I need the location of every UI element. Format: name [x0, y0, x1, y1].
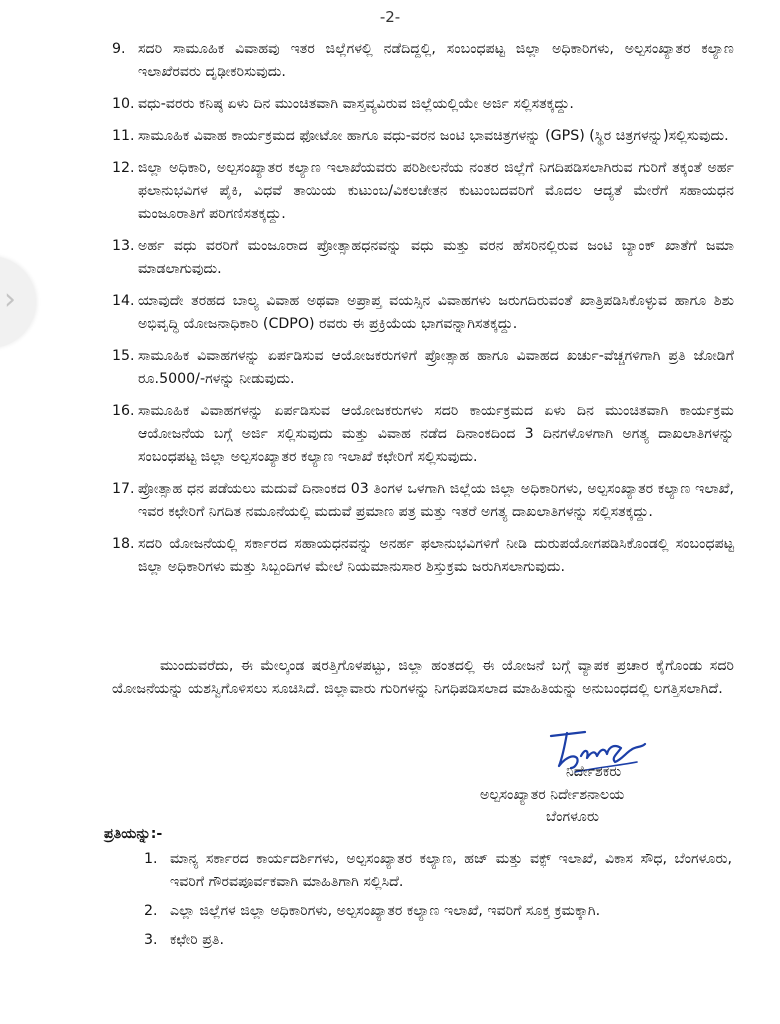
item-text: ಮಾನ್ಯ ಸರ್ಕಾರದ ಕಾರ್ಯದರ್ಶಿಗಳು, ಅಲ್ಪಸಂಖ್ಯಾತರ ಕಲ್ಯಾಣ, ಹಜ್ ಮತ್ತು ವಕ್ಫ್ ಇಲಾಖೆ, ವಿಕಾಸ ಸೌಧ, ಬೆಂಗಳೂರು, ಇವರಿಗೆ ಗೌರವಪೂರ್ವಕವಾಗಿ ಮಾಹಿತಿಗಾಗಿ ಸಲ್ಲಿಸಿದೆ.	[170, 851, 732, 890]
item-number: 1.	[144, 851, 158, 867]
list-item	[144, 848, 732, 894]
list-item	[112, 533, 734, 579]
item-text: ಯಾವುದೇ ತರಹದ ಬಾಲ್ಯ ವಿವಾಹ ಅಥವಾ ಅಪ್ರಾಪ್ತ ವಯಸ್ಸಿನ ವಿವಾಹಗಳು ಜರುಗದಿರುವಂತೆ ಖಾತ್ರಿಪಡಿಸಿಕೊಳ್ಳುವ ಹಾಗೂ ಶಿಶು ಅಭಿವೃದ್ಧಿ ಯೋಜನಾಧಿಕಾರಿ (CDPO) ರವರು ಈ ಪ್ರಕ್ರಿಯೆಯ ಭಾಗವನ್ನಾಗಿಸತಕ್ಕದ್ದು.	[138, 293, 734, 332]
list-item	[112, 125, 734, 148]
list-item	[112, 157, 734, 226]
list-item	[112, 478, 734, 524]
list-item	[112, 93, 734, 116]
list-item	[112, 345, 734, 391]
item-number: 13.	[112, 238, 135, 254]
page-number: -2-	[379, 8, 401, 26]
item-number: 15.	[112, 348, 135, 364]
item-text: ಪ್ರೋತ್ಸಾಹ ಧನ ಪಡೆಯಲು ಮದುವೆ ದಿನಾಂಕದ 03 ತಿಂಗಳ ಒಳಗಾಗಿ ಜಿಲ್ಲೆಯ ಜಿಲ್ಲಾ ಅಧಿಕಾರಿಗಳು, ಅಲ್ಪಸಂಖ್ಯಾತರ ಕಲ್ಯಾಣ ಇಲಾಖೆ, ಇವರ ಕಛೇರಿಗೆ ನಿಗದಿತ ನಮೂನೆಯಲ್ಲಿ ಮದುವೆ ಪ್ರಮಾಣ ಪತ್ರ ಮತ್ತು ಇತರೆ ಅಗತ್ಯ ದಾಖಲಾತಿಗಳನ್ನು ಸಲ್ಲಿಸತಕ್ಕದ್ದು.	[138, 481, 734, 520]
signatory-title: ನಿರ್ದೇಶಕರು	[566, 764, 622, 780]
item-text: ಎಲ್ಲಾ ಜಿಲ್ಲೆಗಳ ಜಿಲ್ಲಾ ಅಧಿಕಾರಿಗಳು, ಅಲ್ಪಸಂಖ್ಯಾತರ ಕಲ್ಯಾಣ ಇಲಾಖೆ, ಇವರಿಗೆ ಸೂಕ್ತ ಕ್ರಮಕ್ಕಾಗಿ.	[170, 903, 601, 919]
item-text: ಸದರಿ ಯೋಜನೆಯಲ್ಲಿ ಸರ್ಕಾರದ ಸಹಾಯಧನವನ್ನು ಅನರ್ಹ ಫಲಾನುಭವಿಗಳಿಗೆ ನೀಡಿ ದುರುಪಯೋಗಪಡಿಸಿಕೊಂಡಲ್ಲಿ ಸಂಬಂಧಪಟ್ಟ ಜಿಲ್ಲಾ ಅಧಿಕಾರಿಗಳು ಮತ್ತು ಸಿಬ್ಬಂದಿಗಳ ಮೇಲೆ ನಿಯಮಾನುಸಾರ ಶಿಸ್ತುಕ್ರಮ ಜರುಗಿಸಲಾಗುವುದು.	[138, 536, 734, 575]
conditions-list	[112, 38, 734, 588]
item-text: ಜಿಲ್ಲಾ ಅಧಿಕಾರಿ, ಅಲ್ಪಸಂಖ್ಯಾತರ ಕಲ್ಯಾಣ ಇಲಾಖೆಯವರು ಪರಿಶೀಲನೆಯ ನಂತರ ಜಿಲ್ಲೆಗೆ ನಿಗದಿಪಡಿಸಲಾಗಿರುವ ಗುರಿಗೆ ತಕ್ಕಂತೆ ಅರ್ಹ ಫಲಾನುಭವಿಗಳ ಪೈಕಿ, ವಿಧವೆ ತಾಯಿಯ ಕುಟುಂಬ/ವಿಕಲಚೇತನ ಕುಟುಂಬದವರಿಗೆ ಮೊದಲ ಆದ್ಯತೆ ಮೇರೆಗೆ ಸಹಾಯಧನ ಮಂಜೂರಾತಿಗೆ ಪರಿಗಣಿಸತಕ್ಕದ್ದು.	[138, 160, 734, 222]
item-text: ಸಾಮೂಹಿಕ ವಿವಾಹ ಕಾರ್ಯಕ್ರಮದ ಫೋಟೋ ಹಾಗೂ ವಧು-ವರನ ಜಂಟಿ ಭಾವಚಿತ್ರಗಳನ್ನು (GPS) (ಸ್ಥಿರ ಚಿತ್ರಗಳನ್ನು)ಸಲ್ಲಿಸುವುದು.	[138, 128, 729, 144]
item-text: ಸದರಿ ಸಾಮೂಹಿಕ ವಿವಾಹವು ಇತರ ಜಿಲ್ಲೆಗಳಲ್ಲಿ ನಡೆದಿದ್ದಲ್ಲಿ, ಸಂಬಂಧಪಟ್ಟ ಜಿಲ್ಲಾ ಅಧಿಕಾರಿಗಳು, ಅಲ್ಪಸಂಖ್ಯಾತರ ಕಲ್ಯಾಣ ಇಲಾಖೆರವರು ದೃಢೀಕರಿಸುವುದು.	[138, 41, 734, 80]
list-item	[144, 929, 732, 952]
item-number: 14.	[112, 293, 135, 309]
item-number: 12.	[112, 160, 135, 176]
signatory-city: ಬೆಂಗಳೂರು	[546, 809, 599, 825]
item-text: ವಧು-ವರರು ಕನಿಷ್ಠ ಏಳು ದಿನ ಮುಂಚಿತವಾಗಿ ವಾಸ್ತವ್ಯವಿರುವ ಜಿಲ್ಲೆಯಲ್ಲಿಯೇ ಅರ್ಜಿ ಸಲ್ಲಿಸತಕ್ಕದ್ದು.	[138, 96, 574, 112]
item-text: ಸಾಮೂಹಿಕ ವಿವಾಹಗಳನ್ನು ಏರ್ಪಡಿಸುವ ಆಯೋಜಕರುಗಳು ಸದರಿ ಕಾರ್ಯಕ್ರಮದ ಏಳು ದಿನ ಮುಂಚಿತವಾಗಿ ಕಾರ್ಯಕ್ರಮ ಆಯೋಜನೆಯ ಬಗ್ಗೆ ಅರ್ಜಿ ಸಲ್ಲಿಸುವುದು ಮತ್ತು ವಿವಾಹ ನಡೆದ ದಿನಾಂಕದಿಂದ 3 ದಿನಗಳೊಳಗಾಗಿ ಅಗತ್ಯ ದಾಖಲಾತಿಗಳನ್ನು ಸಂಬಂಧಪಟ್ಟ ಜಿಲ್ಲಾ ಅಲ್ಪಸಂಖ್ಯಾತರ ಕಲ್ಯಾಣ ಇಲಾಖೆ ಕಛೇರಿಗೆ ಸಲ್ಲಿಸುವುದು.	[138, 403, 734, 465]
item-text: ಕಛೇರಿ ಪ್ರತಿ.	[170, 932, 225, 948]
item-number: 2.	[144, 903, 158, 919]
item-number: 3.	[144, 932, 158, 948]
signatory-office: ಅಲ್ಪಸಂಖ್ಯಾತರ ನಿರ್ದೇಶನಾಲಯ	[480, 787, 625, 803]
item-text: ಅರ್ಹ ವಧು ವರರಿಗೆ ಮಂಜೂರಾದ ಪ್ರೋತ್ಸಾಹಧನವನ್ನು ವಧು ಮತ್ತು ವರನ ಹೆಸರಿನಲ್ಲಿರುವ ಜಂಟಿ ಬ್ಯಾಂಕ್ ಖಾತೆಗೆ ಜಮಾ ಮಾಡಲಾಗುವುದು.	[138, 238, 734, 277]
list-item	[112, 290, 734, 336]
list-item	[112, 38, 734, 84]
copies-heading: ಪ್ರತಿಯನ್ನು:-	[104, 826, 163, 842]
item-number: 18.	[112, 536, 135, 552]
item-number: 16.	[112, 403, 135, 419]
side-nav-arrow[interactable]	[0, 256, 36, 348]
copies-list	[144, 848, 732, 958]
item-number: 10.	[112, 96, 135, 112]
item-number: 11.	[112, 128, 135, 144]
closing-paragraph: ಮುಂದುವರೆದು, ಈ ಮೇಲ್ಕಂಡ ಷರತ್ತಿಗೊಳಪಟ್ಟು, ಜಿಲ್ಲಾ ಹಂತದಲ್ಲಿ ಈ ಯೋಜನೆ ಬಗ್ಗೆ ವ್ಯಾಪಕ ಪ್ರಚಾರ ಕೈಗೊಂಡು ಸದರಿ ಯೋಜನೆಯನ್ನು ಯಶಸ್ವಿಗೊಳಿಸಲು ಸೂಚಿಸಿದೆ. ಜಿಲ್ಲಾವಾರು ಗುರಿಗಳನ್ನು ನಿಗಧಿಪಡಿಸಲಾದ ಮಾಹಿತಿಯನ್ನು ಅನುಬಂಧದಲ್ಲಿ ಲಗತ್ತಿಸಲಾಗಿದೆ.	[112, 658, 734, 697]
chevron-right-icon: ›	[4, 282, 16, 317]
list-item	[112, 235, 734, 281]
item-text: ಸಾಮೂಹಿಕ ವಿವಾಹಗಳನ್ನು ಏರ್ಪಡಿಸುವ ಆಯೋಜಕರುಗಳಿಗೆ ಪ್ರೋತ್ಸಾಹ ಹಾಗೂ ವಿವಾಹದ ಖರ್ಚು-ವೆಚ್ಚಗಳಿಗಾಗಿ ಪ್ರತಿ ಜೋಡಿಗೆ ರೂ.5000/-ಗಳನ್ನು ನೀಡುವುದು.	[138, 348, 734, 387]
list-item	[144, 900, 732, 923]
item-number: 9.	[112, 41, 126, 57]
item-number: 17.	[112, 481, 135, 497]
list-item	[112, 400, 734, 469]
